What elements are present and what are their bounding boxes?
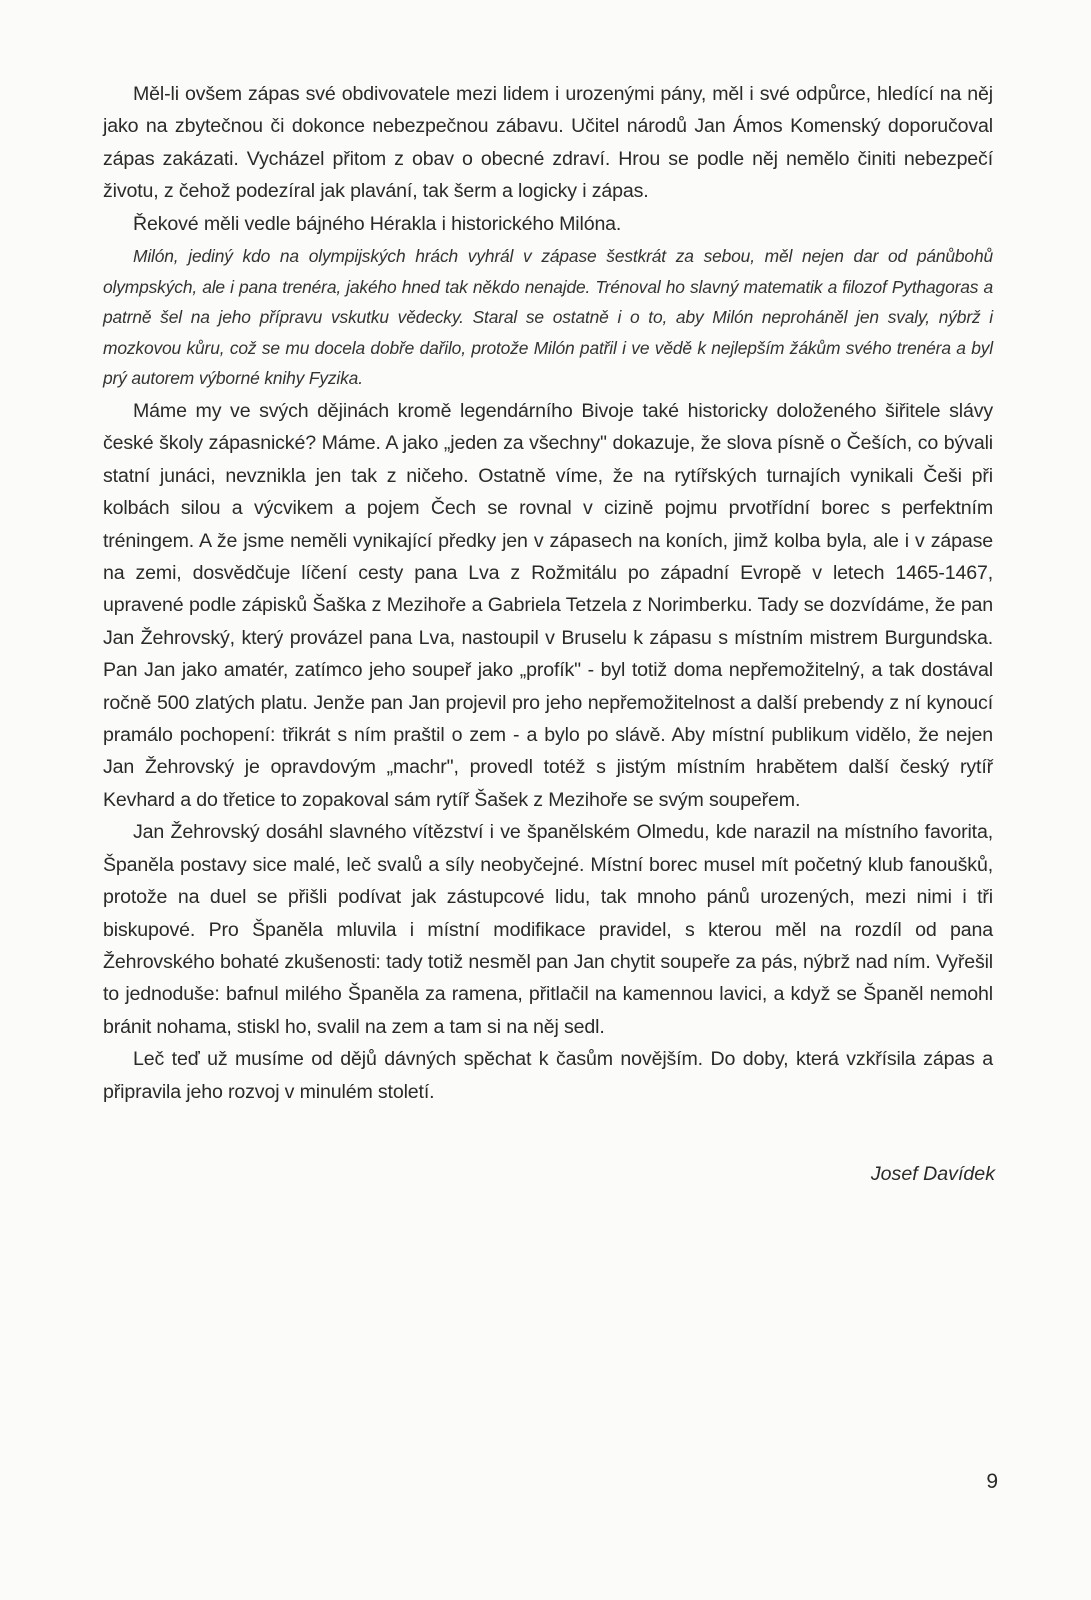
author-signature: Josef Davídek [870, 1163, 995, 1185]
paragraph-3: Máme my ve svých dějinách kromě legendárního Bivoje také historicky doloženého šiřitele slávy české školy zápasnické? Máme. A jako „jeden za všechny" dokazuje, že slova písně o Češích, co bývali statní junáci, nevznikla jen tak z ničeho. Ostatně víme, že na rytířských turnajích vynikali Češi při kolbách silou a výcvikem a pojem Čech se rovnal v cizině pojmu prvotřídní borec s perfektním tréningem. A že jsme neměli vynikající předky jen v zápasech na koních, jimž kolba byla, ale i v zápase na zemi, dosvědčuje líčení cesty pana Lva z Rožmitálu po západní Evropě v letech 1465-1467, upravené podle zápisků Šaška z Mezihoře a Gabriela Tetzela z Norimberku. Tady se dozvídáme, že pan Jan Žehrovský, který provázel pana Lva, nastoupil v Bruselu k zápasu s místním mistrem Burgundska. Pan Jan jako amatér, zatímco jeho soupeř jako „profík" - byl totiž doma nepřemožitelný, a tak dostával ročně 500 zlatých platu. Jenže pan Jan projevil pro jeho nepřemožitelnost a další prebendy z ní kynoucí pramálo pochopení: třikrát s ním praštil o zem - a bylo po slávě. Aby místní publikum vidělo, že nejen Jan Žehrovský je opravdovým „machr", provedl totéž s jistým místním hrabětem další český rytíř Kevhard a do třetice to zopakoval sám rytíř Šašek z Mezihoře se svým soupeřem. [103, 400, 993, 811]
article-body [103, 78, 993, 1108]
paragraph-5: Leč teď už musíme od dějů dávných spěchat k časům novějším. Do doby, která vzkřísila zápas a připravila jeho rozvoj v minulém století. [103, 1048, 993, 1103]
quote-paragraph-milon: Milón, jediný kdo na olympijských hrách vyhrál v zápase šestkrát za sebou, měl nejen dar od pánůbohů olympských, ale i pana trenéra, jakého hned tak někdo nenajde. Trénoval ho slavný matematik a filozof Pythagoras a patrně šel na jeho přípravu vskutku vědecky. Staral se ostatně i o to, aby Milón neproháněl jen svaly, nýbrž i mozkovou kůru, což se mu docela dobře dařilo, protože Milón patřil i ve vědě k nejlepším žákům svého trenéra a byl prý autorem výborné knihy Fyzika. [103, 246, 993, 389]
page-number: 9 [986, 1470, 998, 1493]
paragraph-4: Jan Žehrovský dosáhl slavného vítězství i ve španělském Olmedu, kde narazil na místního favorita, Španěla postavy sice malé, leč svalů a síly neobyčejné. Místní borec musel mít početný klub fanoušků, protože na duel se přišli podívat jak zástupcové lidu, tak mnoho pánů urozených, mezi nimi i tři biskupové. Pro Španěla mluvila i místní modifikace pravidel, s kterou měl na rozdíl od pana Žehrovského bohaté zkušenosti: tady totiž nesměl pan Jan chytit soupeře za pás, nýbrž nad ním. Vyřešil to jednoduše: bafnul milého Španěla za ramena, přitlačil na kamennou lavici, a když se Španěl nemohl bránit nohama, stiskl ho, svalil na zem a tam si na něj sedl. [103, 821, 993, 1038]
paragraph-1: Měl-li ovšem zápas své obdivovatele mezi lidem i urozenými pány, měl i své odpůrce, hledící na něj jako na zbytečnou či dokonce nebezpečnou zábavu. Učitel národů Jan Ámos Komenský doporučoval zápas zakázati. Vycházel přitom z obav o obecné zdraví. Hrou se podle něj nemělo činiti nebezpečí životu, z čehož podezíral jak plavání, tak šerm a logicky i zápas. [103, 83, 993, 203]
paragraph-2: Řekové měli vedle bájného Hérakla i historického Milóna. [133, 212, 622, 235]
